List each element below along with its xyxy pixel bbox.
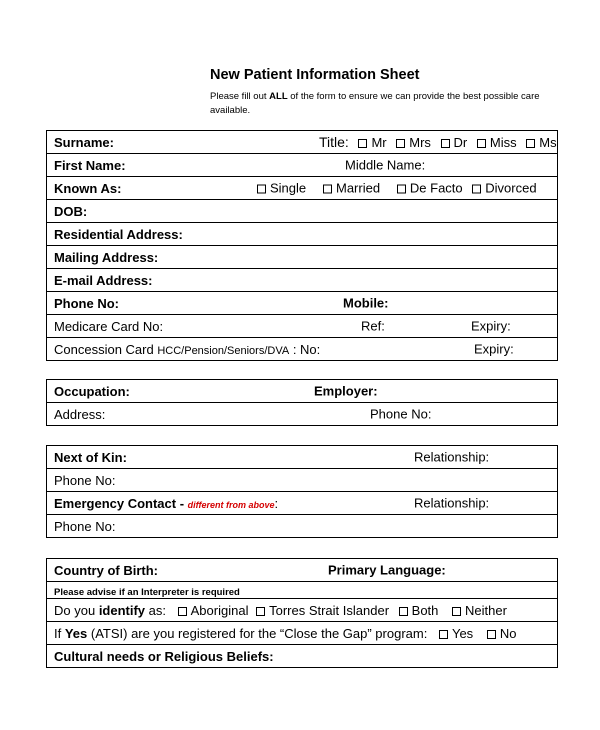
title-ms-label: Ms [539, 135, 557, 150]
both-checkbox[interactable] [399, 607, 408, 616]
concession-detail: HCC/Pension/Seniors/DVA [157, 344, 290, 357]
first-name-label: First Name: [54, 157, 126, 173]
identify-row [47, 599, 558, 622]
employment-section [46, 379, 558, 426]
next-of-kin-label: Next of Kin: [54, 449, 127, 465]
cultural-needs-label: Cultural needs or Religious Beliefs: [54, 648, 274, 664]
neither-label: Neither [465, 602, 507, 618]
email-label: E-mail Address: [54, 272, 153, 288]
email-row [47, 269, 558, 292]
title-mr-label: Mr [371, 135, 387, 150]
atsi-post: (ATSI) are you registered for the “Close the Gap” program: [87, 625, 428, 641]
single-checkbox[interactable] [257, 185, 266, 194]
kin-phone-row [47, 469, 558, 492]
medicare-row [47, 315, 558, 338]
torres-strait-label: Torres Strait Islander [269, 602, 390, 618]
instructions-emphasis: ALL [269, 91, 288, 102]
known-as-row [47, 177, 558, 200]
emergency-colon: : [274, 495, 279, 511]
concession-label: Concession Card [54, 341, 154, 357]
employer-label: Employer: [314, 383, 378, 399]
emergency-note: different from above [187, 499, 275, 510]
concession-expiry-label: Expiry: [474, 341, 514, 357]
employer-address-row [47, 403, 558, 426]
medicare-label: Medicare Card No: [54, 318, 164, 334]
identify-bold: identify [98, 602, 146, 618]
surname-label: Surname: [54, 134, 114, 150]
de-facto-label: De Facto [409, 180, 463, 196]
mailing-address-label: Mailing Address: [54, 249, 159, 265]
mailing-row [47, 246, 558, 269]
title-mrs-checkbox[interactable] [396, 139, 405, 148]
instructions-text-end: of the form to ensure we can provide the best possible care available. [210, 91, 540, 116]
torres-strait-checkbox[interactable] [256, 607, 265, 616]
identify-label [54, 603, 166, 618]
identify-post: as: [145, 602, 167, 618]
mobile-label: Mobile: [343, 295, 389, 311]
title-miss-checkbox[interactable] [477, 139, 486, 148]
marital-status-options [251, 181, 537, 196]
emergency-phone-row [47, 515, 558, 538]
atsi-row [47, 622, 558, 645]
residential-address-label: Residential Address: [54, 226, 183, 242]
close-the-gap-yes-label: Yes [451, 625, 474, 641]
emergency-phone-label: Phone No: [54, 518, 116, 534]
emergency-row [47, 492, 558, 515]
form-instructions [210, 90, 540, 118]
form-title: New Patient Information Sheet [210, 67, 420, 83]
residential-row [47, 223, 558, 246]
concession-colon: : No: [289, 341, 321, 357]
middle-name-label: Middle Name: [345, 157, 426, 173]
de-facto-checkbox[interactable] [397, 185, 406, 194]
emergency-contact-label: Emergency Contact - [54, 495, 185, 511]
country-row [47, 559, 558, 582]
title-dr-label: Dr [453, 135, 468, 150]
interpreter-row [47, 582, 558, 599]
interpreter-note: Please advise if an Interpreter is required [54, 586, 240, 598]
primary-language-label: Primary Language: [328, 562, 446, 578]
divorced-checkbox[interactable] [472, 185, 481, 194]
title-mrs-label: Mrs [409, 135, 431, 150]
dob-label: DOB: [54, 203, 88, 219]
employer-phone-label: Phone No: [370, 406, 432, 422]
known-as-label: Known As: [54, 180, 122, 196]
next-of-kin-row [47, 446, 558, 469]
atsi-label [54, 626, 427, 641]
title-miss-label: Miss [489, 135, 517, 150]
emergency-relationship-label: Relationship: [414, 495, 490, 511]
concession-row [47, 338, 558, 361]
close-the-gap-no-checkbox[interactable] [487, 630, 496, 639]
employer-address-label: Address: [54, 406, 106, 422]
identify-pre: Do you [54, 602, 99, 618]
aboriginal-label: Aboriginal [190, 602, 249, 618]
kin-section [46, 445, 558, 538]
single-label: Single [270, 180, 307, 196]
ref-label: Ref: [361, 318, 385, 334]
neither-checkbox[interactable] [452, 607, 461, 616]
aboriginal-checkbox[interactable] [178, 607, 187, 616]
dob-row [47, 200, 558, 223]
instructions-text: Please fill out [210, 91, 270, 102]
title-ms-checkbox[interactable] [526, 139, 535, 148]
divorced-label: Divorced [485, 180, 537, 196]
background-section [46, 558, 558, 668]
occupation-label: Occupation: [54, 383, 130, 399]
atsi-bold: Yes [64, 625, 88, 641]
personal-section [46, 130, 558, 361]
married-checkbox[interactable] [323, 185, 332, 194]
surname-row [47, 131, 558, 154]
expiry-label: Expiry: [471, 318, 511, 334]
kin-phone-label: Phone No: [54, 472, 116, 488]
both-label: Both [411, 602, 439, 618]
atsi-pre: If [54, 625, 65, 641]
title-options [319, 134, 557, 150]
occupation-row [47, 380, 558, 403]
cultural-row [47, 645, 558, 668]
title-mr-checkbox[interactable] [358, 139, 367, 148]
country-of-birth-label: Country of Birth: [54, 562, 158, 578]
married-label: Married [335, 180, 381, 196]
first-name-row [47, 154, 558, 177]
kin-relationship-label: Relationship: [414, 449, 490, 465]
close-the-gap-no-label: No [499, 625, 517, 641]
close-the-gap-yes-checkbox[interactable] [439, 630, 448, 639]
phone-label: Phone No: [54, 295, 119, 311]
title-dr-checkbox[interactable] [441, 139, 450, 148]
phone-row [47, 292, 558, 315]
title-label: Title: [319, 134, 349, 150]
